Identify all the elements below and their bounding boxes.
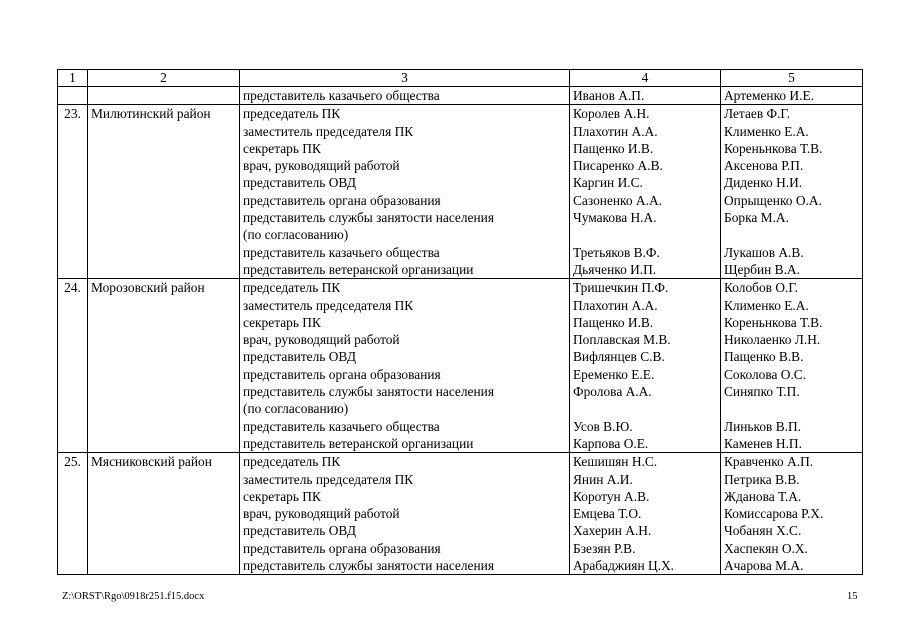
role-line: представитель казачьего общества — [243, 244, 440, 260]
footer-file-path: Z:\ORST\Rgo\0918r251.f15.docx — [62, 591, 205, 602]
person-b-line: Соколова О.С. — [724, 366, 807, 382]
role-line: представитель ветеранской организации — [243, 435, 474, 451]
person-b-line: Линьков В.П. — [724, 418, 802, 434]
role-line: представитель ОВД — [243, 349, 356, 365]
person-b-line: Хаспекян О.Х. — [724, 540, 808, 556]
footer-page-number: 15 — [847, 591, 858, 602]
person-a-line: Бзезян Р.В. — [573, 540, 636, 556]
role-line: секретарь ПК — [243, 488, 321, 504]
col-header-4: 4 — [570, 70, 721, 87]
role-line: представитель службы занятости населения — [243, 384, 494, 400]
person-a-line: Сазоненко А.А. — [573, 192, 662, 208]
district-number: 24. — [58, 279, 88, 453]
col-header-3: 3 — [240, 70, 570, 87]
role-list — [240, 453, 570, 575]
person-b-line: Жданова Т.А. — [724, 488, 802, 504]
person-a-line: Коротун А.В. — [573, 488, 650, 504]
person-b-line: Ачарова М.А. — [724, 558, 804, 574]
person-b-line: Кравченко А.П. — [724, 454, 814, 470]
person-a-list — [570, 105, 721, 279]
person-a-line — [573, 400, 717, 417]
district-row — [58, 279, 863, 453]
person-a-line: Третьяков В.Ф. — [573, 244, 660, 260]
person-b-list — [721, 453, 863, 575]
person-b-line: Чобанян Х.С. — [724, 523, 802, 539]
person-a-line: Вифлянцев С.В. — [573, 349, 665, 365]
person-b-line: Петрика В.В. — [724, 471, 800, 487]
person-b-line: Пащенко В.В. — [724, 349, 804, 365]
person-a-line: Писаренко А.В. — [573, 158, 663, 174]
role-line: врач, руководящий работой — [243, 506, 400, 522]
role-cell: представитель казачьего общества — [240, 87, 570, 105]
person-a-line: Усов В.Ю. — [573, 418, 633, 434]
role-line: секретарь ПК — [243, 140, 321, 156]
person-b-line — [724, 400, 859, 417]
role-line: представитель службы занятости населения — [243, 210, 494, 226]
role-line: представитель ОВД — [243, 175, 356, 191]
district-name: Мясниковский район — [88, 453, 240, 575]
person-a-line: Фролова А.А. — [573, 384, 652, 400]
role-list — [240, 105, 570, 279]
role-line: заместитель председателя ПК — [243, 123, 414, 139]
district-row — [58, 453, 863, 575]
district-name: Морозовский район — [88, 279, 240, 453]
person-a-line: Плахотин А.А. — [573, 123, 658, 139]
person-a-line: Каргин И.С. — [573, 175, 643, 191]
person-b-line: Клименко Е.А. — [724, 123, 809, 139]
person-a-line — [573, 226, 717, 243]
person-b-line: Борка М.А. — [724, 210, 789, 226]
person-b-line: Клименко Е.А. — [724, 297, 809, 313]
col-header-1: 1 — [58, 70, 88, 87]
role-line: (по согласованию) — [243, 227, 349, 243]
role-line: врач, руководящий работой — [243, 332, 400, 348]
person-b-line: Летаев Ф.Г. — [724, 106, 791, 122]
person-a-line: Арабаджиян Ц.Х. — [573, 558, 675, 574]
person-a-line: Плахотин А.А. — [573, 297, 658, 313]
person-a-line: Поплавская М.В. — [573, 332, 671, 348]
role-line: представитель органа образования — [243, 366, 441, 382]
person-b-line: Колобов О.Г. — [724, 280, 798, 296]
col-header-2: 2 — [88, 70, 240, 87]
person-b-line: Диденко Н.И. — [724, 175, 803, 191]
role-line: врач, руководящий работой — [243, 158, 400, 174]
district-row — [58, 105, 863, 279]
role-line: (по согласованию) — [243, 401, 349, 417]
person-a-line: Королев А.Н. — [573, 106, 650, 122]
district-name: Милютинский район — [88, 105, 240, 279]
commission-table — [57, 69, 863, 575]
district-number: 23. — [58, 105, 88, 279]
person-b-line: Лукашов А.В. — [724, 244, 804, 260]
person-a-line: Пащенко И.В. — [573, 140, 654, 156]
person-b-cell: Артеменко И.Е. — [721, 87, 863, 105]
continuation-row — [58, 87, 863, 105]
person-b-line: Николаенко Л.Н. — [724, 332, 821, 348]
person-a-line: Дьяченко И.П. — [573, 261, 657, 277]
role-line: представитель органа образования — [243, 192, 441, 208]
role-line: представитель казачьего общества — [243, 418, 440, 434]
person-a-line: Чумакова Н.А. — [573, 210, 657, 226]
person-a-list — [570, 279, 721, 453]
role-line: представитель органа образования — [243, 540, 441, 556]
person-a-cell: Иванов А.П. — [570, 87, 721, 105]
person-b-line: Аксенова Р.П. — [724, 158, 804, 174]
person-b-line: Опрыщенко О.А. — [724, 192, 822, 208]
person-a-line: Еременко Е.Е. — [573, 366, 655, 382]
person-b-line: Щербин В.А. — [724, 261, 800, 277]
person-b-line — [724, 226, 859, 243]
person-b-list — [721, 105, 863, 279]
role-line: председатель ПК — [243, 106, 341, 122]
district-number: 25. — [58, 453, 88, 575]
person-b-line: Комиссарова Р.Х. — [724, 506, 824, 522]
column-number-row — [58, 70, 863, 87]
person-a-line: Карпова О.Е. — [573, 435, 649, 451]
person-a-line: Янин А.И. — [573, 471, 633, 487]
role-line: представитель ОВД — [243, 523, 356, 539]
person-b-list — [721, 279, 863, 453]
person-a-list — [570, 453, 721, 575]
role-line: секретарь ПК — [243, 314, 321, 330]
person-a-line: Емцева Т.О. — [573, 506, 642, 522]
col-header-5: 5 — [721, 70, 863, 87]
role-line: представитель ветеранской организации — [243, 261, 474, 277]
role-line: председатель ПК — [243, 454, 341, 470]
role-line: председатель ПК — [243, 280, 341, 296]
person-b-line: Синяпко Т.П. — [724, 384, 800, 400]
person-a-line: Хахерин А.Н. — [573, 523, 652, 539]
role-line: заместитель председателя ПК — [243, 471, 414, 487]
person-b-line: Кореньнкова Т.В. — [724, 140, 823, 156]
person-a-line: Пащенко И.В. — [573, 314, 654, 330]
role-list — [240, 279, 570, 453]
role-line: представитель службы занятости населения — [243, 558, 494, 574]
person-b-line: Каменев Н.П. — [724, 435, 802, 451]
person-a-line: Тришечкин П.Ф. — [573, 280, 669, 296]
person-a-line: Кешишян Н.С. — [573, 454, 658, 470]
person-b-line: Кореньнкова Т.В. — [724, 314, 823, 330]
role-line: заместитель председателя ПК — [243, 297, 414, 313]
